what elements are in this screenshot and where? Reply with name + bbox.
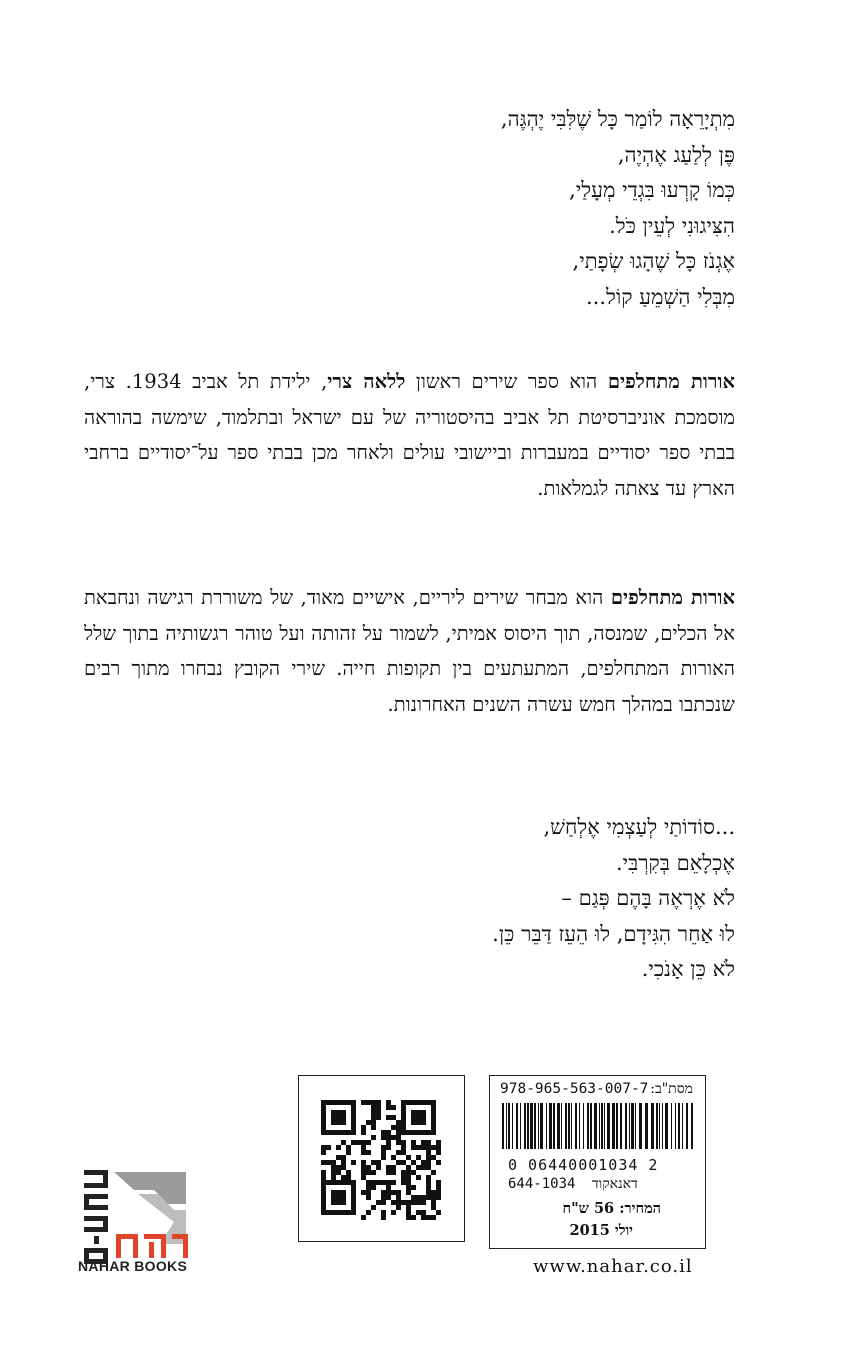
poem-bottom <box>492 810 735 988</box>
qr-module <box>426 1165 431 1170</box>
qr-module <box>406 1210 411 1215</box>
qr-module <box>341 1140 346 1145</box>
barcode-bar <box>583 1103 584 1149</box>
poem-top <box>501 102 735 315</box>
qr-module <box>416 1155 421 1160</box>
barcode <box>502 1103 694 1153</box>
barcode-number: 0 06440001034 2 <box>508 1156 659 1174</box>
qr-module <box>396 1150 401 1155</box>
qr-module <box>436 1145 441 1150</box>
qr-module <box>406 1215 411 1220</box>
qr-module <box>406 1190 411 1195</box>
qr-module <box>391 1115 396 1120</box>
qr-module <box>411 1215 416 1220</box>
qr-module <box>361 1150 366 1155</box>
qr-module <box>391 1200 396 1205</box>
publisher-name-english: NAHAR BOOKS <box>78 1258 188 1274</box>
qr-module <box>381 1195 386 1200</box>
qr-module <box>426 1195 431 1200</box>
barcode-bar <box>686 1103 688 1149</box>
qr-module <box>381 1150 386 1155</box>
qr-module <box>366 1150 371 1155</box>
description-paragraph-1 <box>84 364 735 506</box>
qr-module <box>406 1200 411 1205</box>
qr-module <box>386 1195 391 1200</box>
barcode-bar <box>530 1103 533 1149</box>
qr-module <box>376 1200 381 1205</box>
barcode-bar <box>568 1103 570 1149</box>
barcode-bar <box>659 1103 660 1149</box>
qr-module <box>426 1185 431 1190</box>
poem-line: מִבְּלִי הַשְׁמֵעַ קוֹל... <box>586 284 735 309</box>
product-code: 644-1034 <box>508 1176 576 1192</box>
barcode-bar <box>579 1103 580 1149</box>
poem-line: לֹא כֵּן אָנֹכִי. <box>641 957 735 981</box>
qr-module <box>416 1200 421 1205</box>
qr-module <box>386 1130 391 1135</box>
qr-module <box>366 1190 371 1195</box>
qr-module <box>366 1195 371 1200</box>
qr-module <box>411 1185 416 1190</box>
qr-module <box>431 1215 436 1220</box>
qr-module <box>341 1160 346 1165</box>
qr-module <box>431 1200 436 1205</box>
qr-module <box>401 1145 406 1150</box>
qr-module <box>366 1120 371 1125</box>
qr-module <box>386 1180 391 1185</box>
barcode-bar <box>557 1103 560 1149</box>
book-title: אורות מתחלפים <box>610 586 736 609</box>
qr-module <box>421 1215 426 1220</box>
qr-module <box>361 1145 366 1150</box>
barcode-bar <box>516 1103 518 1149</box>
qr-module <box>426 1145 431 1150</box>
qr-module <box>416 1165 421 1170</box>
qr-module <box>366 1210 371 1215</box>
qr-module <box>406 1205 411 1210</box>
qr-module <box>376 1110 381 1115</box>
qr-module <box>366 1180 371 1185</box>
qr-module <box>381 1135 386 1140</box>
qr-module <box>411 1145 416 1150</box>
qr-module <box>371 1180 376 1185</box>
qr-module <box>326 1145 331 1150</box>
qr-module <box>371 1160 376 1165</box>
qr-module <box>431 1170 436 1175</box>
qr-module <box>396 1140 401 1145</box>
barcode-bar <box>601 1103 603 1149</box>
poem-line: מִתְיָרֵאָה לוֹמַר כָּל שֶׁלִּבִּי יֶהְגֶּה, <box>500 107 735 131</box>
qr-module <box>436 1185 441 1190</box>
qr-module <box>401 1170 406 1175</box>
qr-module <box>336 1165 341 1170</box>
qr-module <box>396 1160 401 1165</box>
qr-module <box>376 1115 381 1120</box>
poem-line: כְּמוֹ קָרְעוּ בִּגְדֵי מְעָלַי, <box>569 178 735 202</box>
qr-module <box>351 1160 356 1165</box>
qr-module <box>436 1210 441 1215</box>
qr-module <box>436 1190 441 1195</box>
qr-module <box>321 1170 326 1175</box>
qr-module <box>386 1100 391 1105</box>
barcode-bar <box>546 1103 547 1149</box>
poem-line: לוּ אַחֵר הִגִּידָם, לוּ הֵעֵז דַּבֵּר כֵּן. <box>492 921 735 946</box>
qr-code <box>317 1100 445 1220</box>
qr-module <box>416 1210 421 1215</box>
barcode-bar <box>506 1103 507 1149</box>
qr-module <box>386 1190 391 1195</box>
qr-module <box>436 1180 441 1185</box>
qr-module <box>426 1155 431 1160</box>
qr-module <box>411 1195 416 1200</box>
qr-module <box>406 1180 411 1185</box>
qr-module <box>346 1170 351 1175</box>
poem-line: אֶכְלָאֵם בְּקִרְבִּי. <box>615 850 735 875</box>
barcode-bar <box>512 1103 513 1149</box>
barcode-bar <box>540 1103 543 1149</box>
qr-module <box>406 1165 411 1170</box>
barcode-bar <box>629 1103 630 1149</box>
poem-line: ...סוֹדוֹתַי לְעַצְמִי אֶלְחַשׁ, <box>543 815 735 839</box>
barcode-bar <box>656 1103 658 1149</box>
qr-module <box>391 1165 396 1170</box>
qr-module <box>391 1210 396 1215</box>
qr-module <box>366 1165 371 1170</box>
qr-module <box>431 1195 436 1200</box>
barcode-bar <box>553 1103 555 1149</box>
paragraph-text: , ילידת תל אביב 1934. צרי, מוסמכת אוניברסיטת תל אביב בהיסטוריה של עם ישראל ובתלמוד, שימשה בהוראה בבתי ספר יסודיים במעברות וביישובי עולים ולאחר מכן בבתי ספר על־יסודיים ברחבי הארץ עד צאתה לגמלאות. <box>84 370 735 500</box>
qr-module <box>421 1160 426 1165</box>
qr-module <box>361 1215 366 1220</box>
qr-module <box>391 1105 396 1110</box>
qr-module <box>361 1125 366 1130</box>
qr-module <box>421 1140 426 1145</box>
qr-module <box>386 1140 391 1145</box>
qr-module <box>361 1175 366 1180</box>
qr-module <box>436 1195 441 1200</box>
qr-module <box>411 1160 416 1165</box>
qr-module <box>371 1170 376 1175</box>
qr-module <box>411 1140 416 1145</box>
qr-module <box>411 1110 426 1125</box>
qr-module <box>426 1150 431 1155</box>
qr-module <box>336 1170 341 1175</box>
qr-module <box>421 1195 426 1200</box>
qr-module <box>406 1155 411 1160</box>
qr-module <box>376 1180 381 1185</box>
qr-module <box>396 1205 401 1210</box>
qr-module <box>331 1175 336 1180</box>
qr-module <box>431 1190 436 1195</box>
qr-module <box>366 1170 371 1175</box>
qr-module <box>411 1200 416 1205</box>
barcode-bar <box>635 1103 636 1149</box>
barcode-bar <box>502 1103 504 1149</box>
qr-module <box>396 1125 401 1130</box>
qr-module <box>331 1190 346 1205</box>
qr-module <box>426 1190 431 1195</box>
product-code-label: דאנאקוד <box>591 1176 638 1192</box>
qr-module <box>321 1150 326 1155</box>
barcode-bar <box>691 1103 693 1149</box>
qr-module <box>436 1140 441 1145</box>
qr-module <box>346 1150 351 1155</box>
qr-module <box>391 1170 396 1175</box>
qr-module <box>436 1150 441 1155</box>
qr-module <box>396 1200 401 1205</box>
qr-module <box>391 1135 396 1140</box>
qr-module <box>426 1215 431 1220</box>
barcode-bar <box>575 1103 577 1149</box>
barcode-bar <box>678 1103 680 1149</box>
qr-module <box>371 1110 376 1115</box>
qr-module <box>346 1145 351 1150</box>
qr-module <box>331 1110 346 1125</box>
barcode-bar <box>675 1103 676 1149</box>
qr-module <box>356 1140 361 1145</box>
barcode-bar <box>631 1103 634 1149</box>
qr-module <box>416 1195 421 1200</box>
qr-module <box>421 1145 426 1150</box>
barcode-bar <box>662 1103 663 1149</box>
qr-module <box>376 1105 381 1110</box>
qr-module <box>391 1190 396 1195</box>
qr-module <box>341 1165 346 1170</box>
qr-module <box>331 1165 336 1170</box>
qr-module <box>401 1150 406 1155</box>
qr-module <box>401 1140 406 1145</box>
qr-module <box>381 1130 386 1135</box>
qr-module <box>396 1190 401 1195</box>
barcode-bar <box>645 1103 648 1149</box>
barcode-bar <box>527 1103 529 1149</box>
qr-module <box>401 1200 406 1205</box>
qr-module <box>351 1140 356 1145</box>
qr-module <box>401 1175 406 1180</box>
qr-module <box>386 1115 391 1120</box>
barcode-bar <box>538 1103 539 1149</box>
qr-module <box>346 1175 351 1180</box>
qr-module <box>381 1180 386 1185</box>
publication-date: יולי 2015 <box>569 1222 633 1239</box>
qr-module <box>361 1170 366 1175</box>
qr-module <box>376 1100 381 1105</box>
barcode-bar <box>549 1103 552 1149</box>
barcode-bar <box>599 1103 600 1149</box>
qr-module <box>426 1160 431 1165</box>
qr-module <box>416 1175 421 1180</box>
price: המחיר: 56 ש"ח <box>562 1200 661 1217</box>
barcode-bar <box>561 1103 562 1149</box>
qr-module <box>321 1175 326 1180</box>
qr-module <box>426 1175 431 1180</box>
barcode-bar <box>524 1103 526 1149</box>
qr-module <box>411 1170 416 1175</box>
qr-module <box>386 1185 391 1190</box>
qr-module <box>371 1125 376 1130</box>
qr-module <box>391 1125 396 1130</box>
qr-module <box>426 1140 431 1145</box>
qr-module <box>321 1160 326 1165</box>
qr-module <box>431 1205 436 1210</box>
qr-module <box>381 1190 386 1195</box>
qr-module <box>436 1160 441 1165</box>
qr-module <box>406 1185 411 1190</box>
barcode-bar <box>534 1103 536 1149</box>
poem-line: אֶגְנֹז כָּל שֶׁהָגוּ שְׂפָתַי, <box>572 249 735 273</box>
barcode-bar <box>604 1103 605 1149</box>
barcode-bar <box>671 1103 672 1149</box>
paragraph-text: הוא מבחר שירים ליריים, אישיים מאוד, של משוררת רגישה ונחבאת אל הכלים, שמנסה, תוך היסוס אמיתי, לשמור על זהותה ועל טוהר רגשותיה בתוך שלל האורות המתחלפים, המתעתעים בין תקופות חייה. שירי הקובץ נבחרו מתוך רבים שנכתבו במהלך חמש עשרה השנים האחרונות. <box>84 586 735 716</box>
qr-module <box>371 1205 376 1210</box>
barcode-bar <box>520 1103 521 1149</box>
qr-module <box>421 1200 426 1205</box>
qr-module <box>361 1190 366 1195</box>
qr-module <box>376 1160 381 1165</box>
qr-module <box>396 1130 401 1135</box>
qr-module <box>331 1170 336 1175</box>
qr-module <box>421 1210 426 1215</box>
barcode-bar <box>612 1103 615 1149</box>
qr-module <box>326 1160 331 1165</box>
qr-module <box>361 1130 366 1135</box>
qr-module <box>371 1115 376 1120</box>
barcode-bar <box>590 1103 592 1149</box>
qr-module <box>381 1145 386 1150</box>
qr-module <box>366 1100 371 1105</box>
qr-module <box>391 1155 396 1160</box>
qr-module <box>391 1180 396 1185</box>
qr-module <box>371 1185 376 1190</box>
barcode-bar <box>616 1103 618 1149</box>
qr-module <box>386 1165 391 1170</box>
qr-module <box>396 1195 401 1200</box>
qr-module <box>401 1160 406 1165</box>
qr-module <box>336 1145 341 1150</box>
qr-code-box <box>298 1075 465 1242</box>
barcode-bar <box>682 1103 683 1149</box>
qr-module <box>341 1155 346 1160</box>
barcode-bar <box>625 1103 627 1149</box>
barcode-box <box>489 1075 706 1249</box>
description-paragraph-2 <box>84 580 735 722</box>
qr-module <box>421 1165 426 1170</box>
qr-module <box>386 1170 391 1175</box>
book-title: אורות מתחלפים <box>607 370 735 393</box>
qr-module <box>426 1180 431 1185</box>
barcode-sub-line <box>508 1176 638 1193</box>
website-url[interactable]: www.nahar.co.il <box>533 1256 693 1277</box>
qr-module <box>361 1165 366 1170</box>
qr-module <box>416 1145 421 1150</box>
qr-module <box>321 1145 326 1150</box>
qr-module <box>366 1140 371 1145</box>
poem-line: הִצִּיגוּנִי לְעֵין כֹּל. <box>609 213 735 238</box>
qr-module <box>371 1105 376 1110</box>
barcode-bar <box>508 1103 510 1149</box>
author-name: ללאה צרי <box>327 370 406 393</box>
barcode-bar <box>651 1103 654 1149</box>
qr-module <box>406 1170 411 1175</box>
qr-module <box>341 1175 346 1180</box>
qr-module <box>366 1185 371 1190</box>
qr-module <box>371 1120 376 1125</box>
qr-module <box>381 1200 386 1205</box>
qr-module <box>361 1140 366 1145</box>
barcode-bar <box>594 1103 597 1149</box>
qr-module <box>386 1135 391 1140</box>
qr-module <box>381 1155 386 1160</box>
qr-module <box>386 1105 391 1110</box>
qr-module <box>381 1210 386 1215</box>
qr-module <box>406 1175 411 1180</box>
isbn-number: 978-965-563-007-7 <box>500 1081 649 1097</box>
barcode-bar <box>639 1103 642 1149</box>
barcode-bar <box>607 1103 610 1149</box>
qr-module <box>396 1120 401 1125</box>
barcode-bar <box>587 1103 589 1149</box>
qr-module <box>401 1180 406 1185</box>
qr-module <box>431 1155 436 1160</box>
qr-module <box>331 1160 336 1165</box>
qr-module <box>371 1135 376 1140</box>
qr-module <box>336 1155 341 1160</box>
qr-module <box>386 1145 391 1150</box>
paragraph-text: הוא ספר שירים ראשון <box>405 370 608 393</box>
qr-module <box>361 1100 366 1105</box>
qr-module <box>431 1145 436 1150</box>
qr-module <box>376 1165 381 1170</box>
qr-module <box>371 1100 376 1105</box>
qr-module <box>396 1135 401 1140</box>
poem-line: לֹא אֶרְאֶה בָּהֶם פְּגַם – <box>561 886 735 910</box>
isbn-label: מסת"ב: <box>650 1081 693 1097</box>
barcode-bar <box>620 1103 622 1149</box>
barcode-bar <box>665 1103 668 1149</box>
qr-module <box>381 1215 386 1220</box>
barcode-bar <box>565 1103 567 1149</box>
barcode-bar <box>571 1103 572 1149</box>
qr-module <box>361 1160 366 1165</box>
poem-line: פֶּן לְלַעַג אֶהְיֶה, <box>617 142 735 167</box>
